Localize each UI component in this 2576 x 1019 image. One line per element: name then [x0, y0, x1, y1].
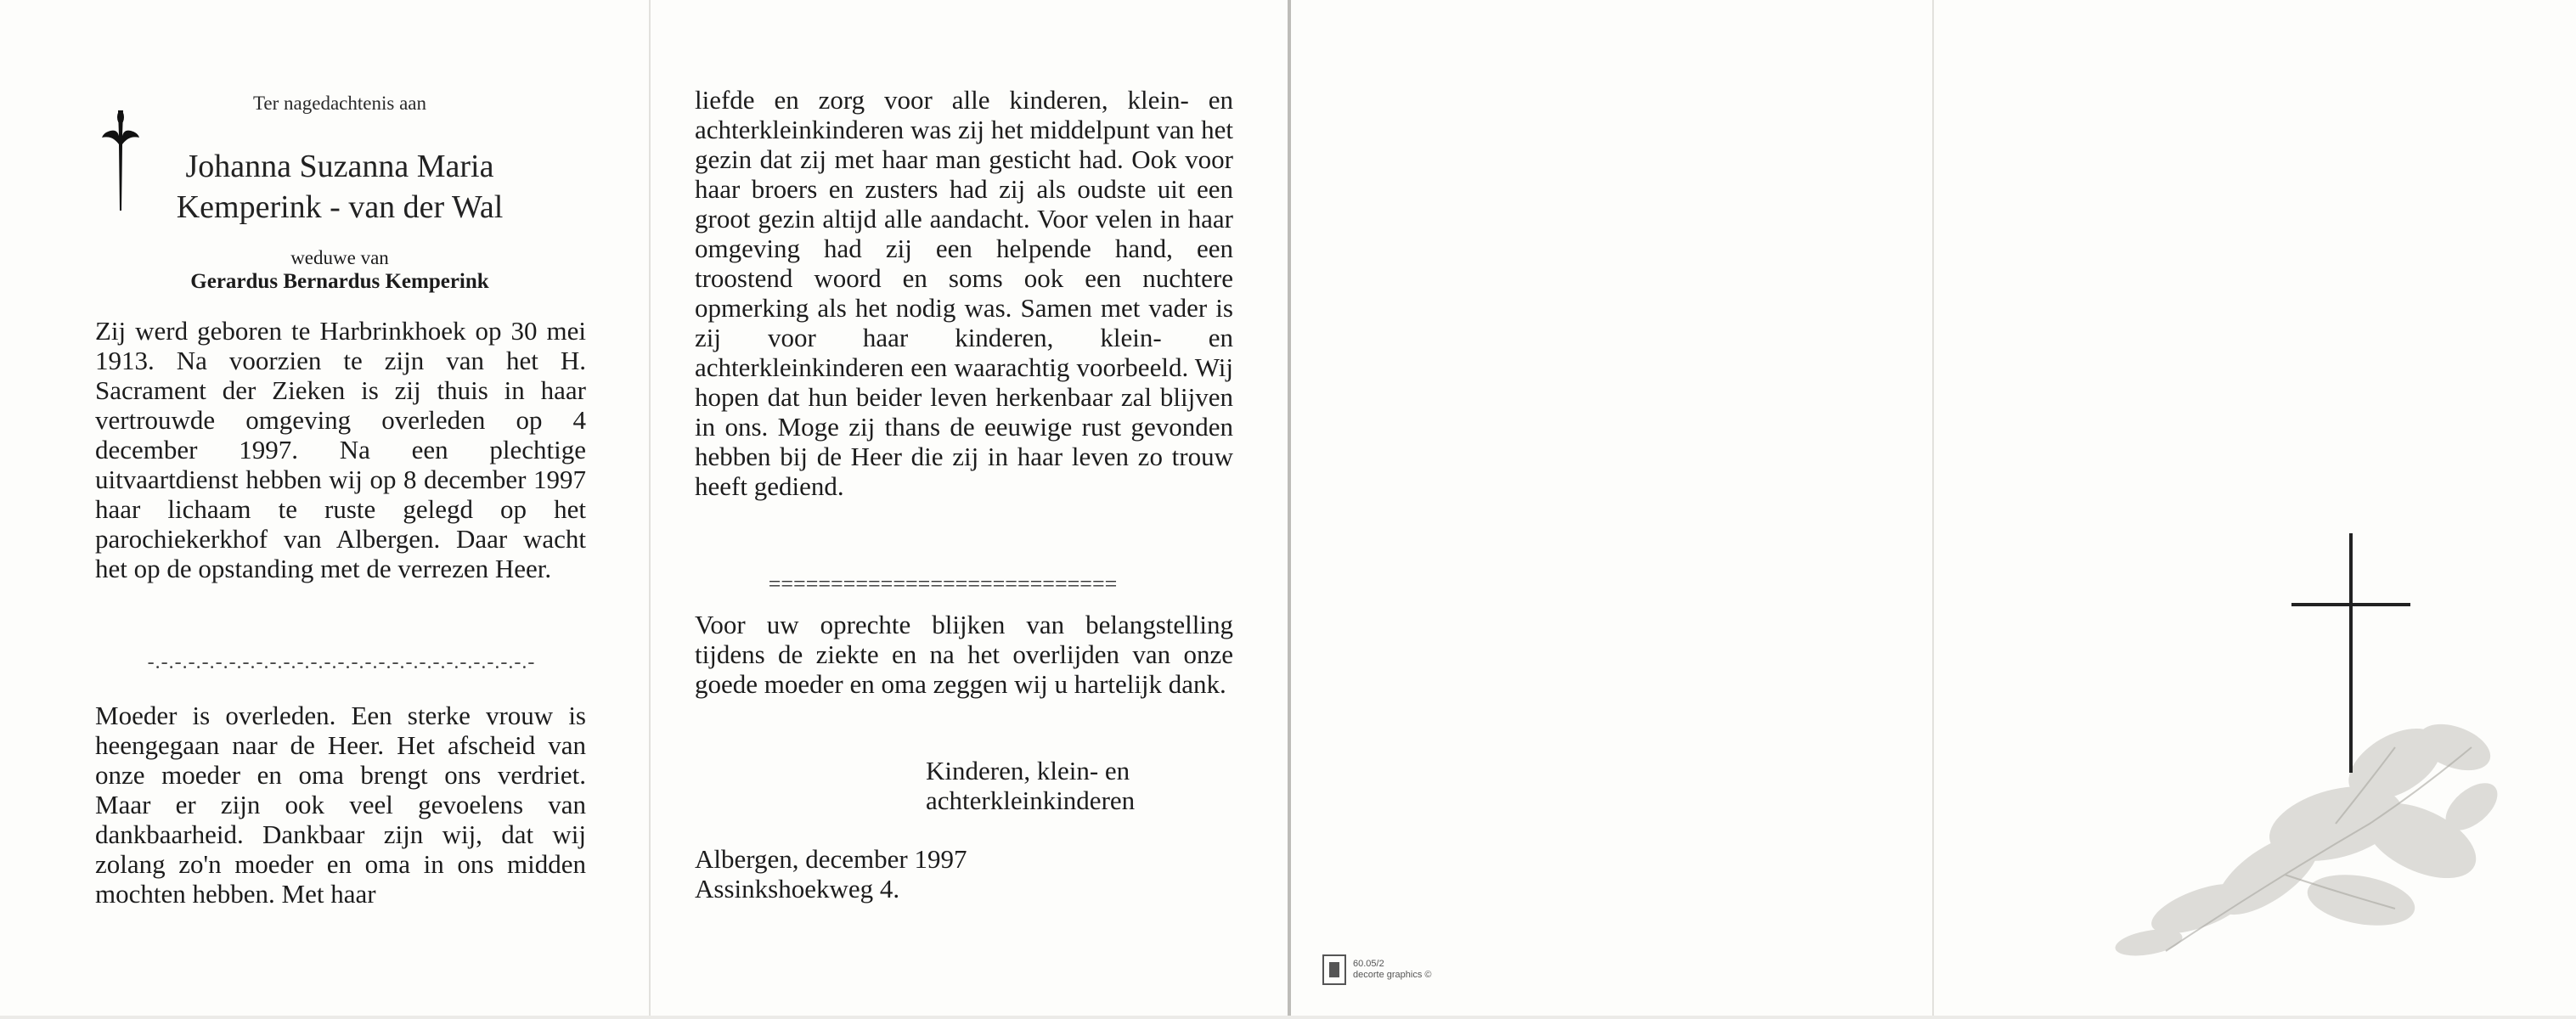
fold-line [649, 0, 651, 1016]
printer-text [1353, 959, 1432, 981]
printer-name: decorte graphics © [1353, 970, 1432, 980]
widow-of-label: weduwe van [290, 247, 389, 268]
name-line-1: Johanna Suzanna Maria [185, 149, 494, 184]
tribute-text: Moeder is overleden. Een sterke vrouw is heengegaan naar de Heer. Het afscheid van onze moeder en oma brengt ons verdriet. Maar er zijn ook veel gevoelens van dankbaarheid. Dankbaar zijn wij, dat wij zolang zo'n moeder en oma in ons midden mochten hebben. Met haar [95, 701, 586, 909]
signature-line-2: achterkleinkinderen [926, 785, 1136, 815]
address: Assinkshoekweg 4. [695, 874, 900, 904]
card-panel-center-right [1289, 0, 1932, 1016]
printer-logo-icon [1322, 954, 1346, 985]
signature-block [926, 756, 1249, 815]
name-line-2: Kemperink - van der Wal [176, 189, 504, 225]
double-line-divider: ============================ [768, 571, 1118, 596]
printer-mark [1322, 954, 1432, 985]
dotted-divider: -.-.-.-.-.-.-.-.-.-.-.-.-.-.-.-.-.-.-.-.-.-.-.-.-.-.-.-.- [147, 651, 536, 673]
signature-line-1: Kinderen, klein- en [926, 756, 1130, 785]
place-date: Albergen, december 1997 [695, 844, 967, 874]
husband-name: Gerardus Bernardus Kemperink [190, 270, 489, 293]
place-block [695, 844, 1119, 904]
intro-text: Ter nagedachtenis aan [252, 93, 426, 114]
thanks-text: Voor uw oprechte blijken van belangstelling tijdens de ziekte en na het overlijden van onze goede moeder en oma zeggen wij u hartelijk dank. [695, 610, 1233, 699]
tribute-continued-text: liefde en zorg voor alle kinderen, klein- en achterkleinkinderen was zij het middelpunt van het gezin dat zij met haar man gesticht had. Ook voor haar broers en zusters had zij als oudste uit een groot gezin altijd alle aandacht. Voor velen in haar omgeving had zij een helpende hand, een troostend woord en soms ook een nuchtere opmerking als het nodig was. Samen met vader is zij voor haar kinderen, klein- en achterkleinkinderen een waarachtig voorbeeld. Wij hopen dat hun beider leven herkenbaar zal blijven in ons. Moge zij thans de eeuwige rust gevonden hebben bij de Heer die zij in haar leven zo trouw heeft gediend. [695, 85, 1233, 501]
cross-icon [2291, 533, 2410, 773]
printer-code: 60.05/2 [1353, 959, 1384, 969]
card-split [1288, 0, 1291, 1016]
fold-line [1932, 0, 1934, 1016]
deceased-name [144, 146, 535, 228]
widow-block [170, 246, 510, 294]
ornamental-cross-icon [95, 110, 146, 214]
biography-text: Zij werd geboren te Harbrinkhoek op 30 mei 1913. Na voorzien te zijn van het H. Sacrament der Zieken is zij thuis in haar vertrouwde omgeving overleden op 4 december 1997. Na een plechtige uitvaartdienst hebben wij op 8 december 1997 haar lichaam te ruste gelegd op het parochiekerkhof van Albergen. Daar wacht het op de opstanding met de verrezen Heer. [95, 316, 586, 583]
